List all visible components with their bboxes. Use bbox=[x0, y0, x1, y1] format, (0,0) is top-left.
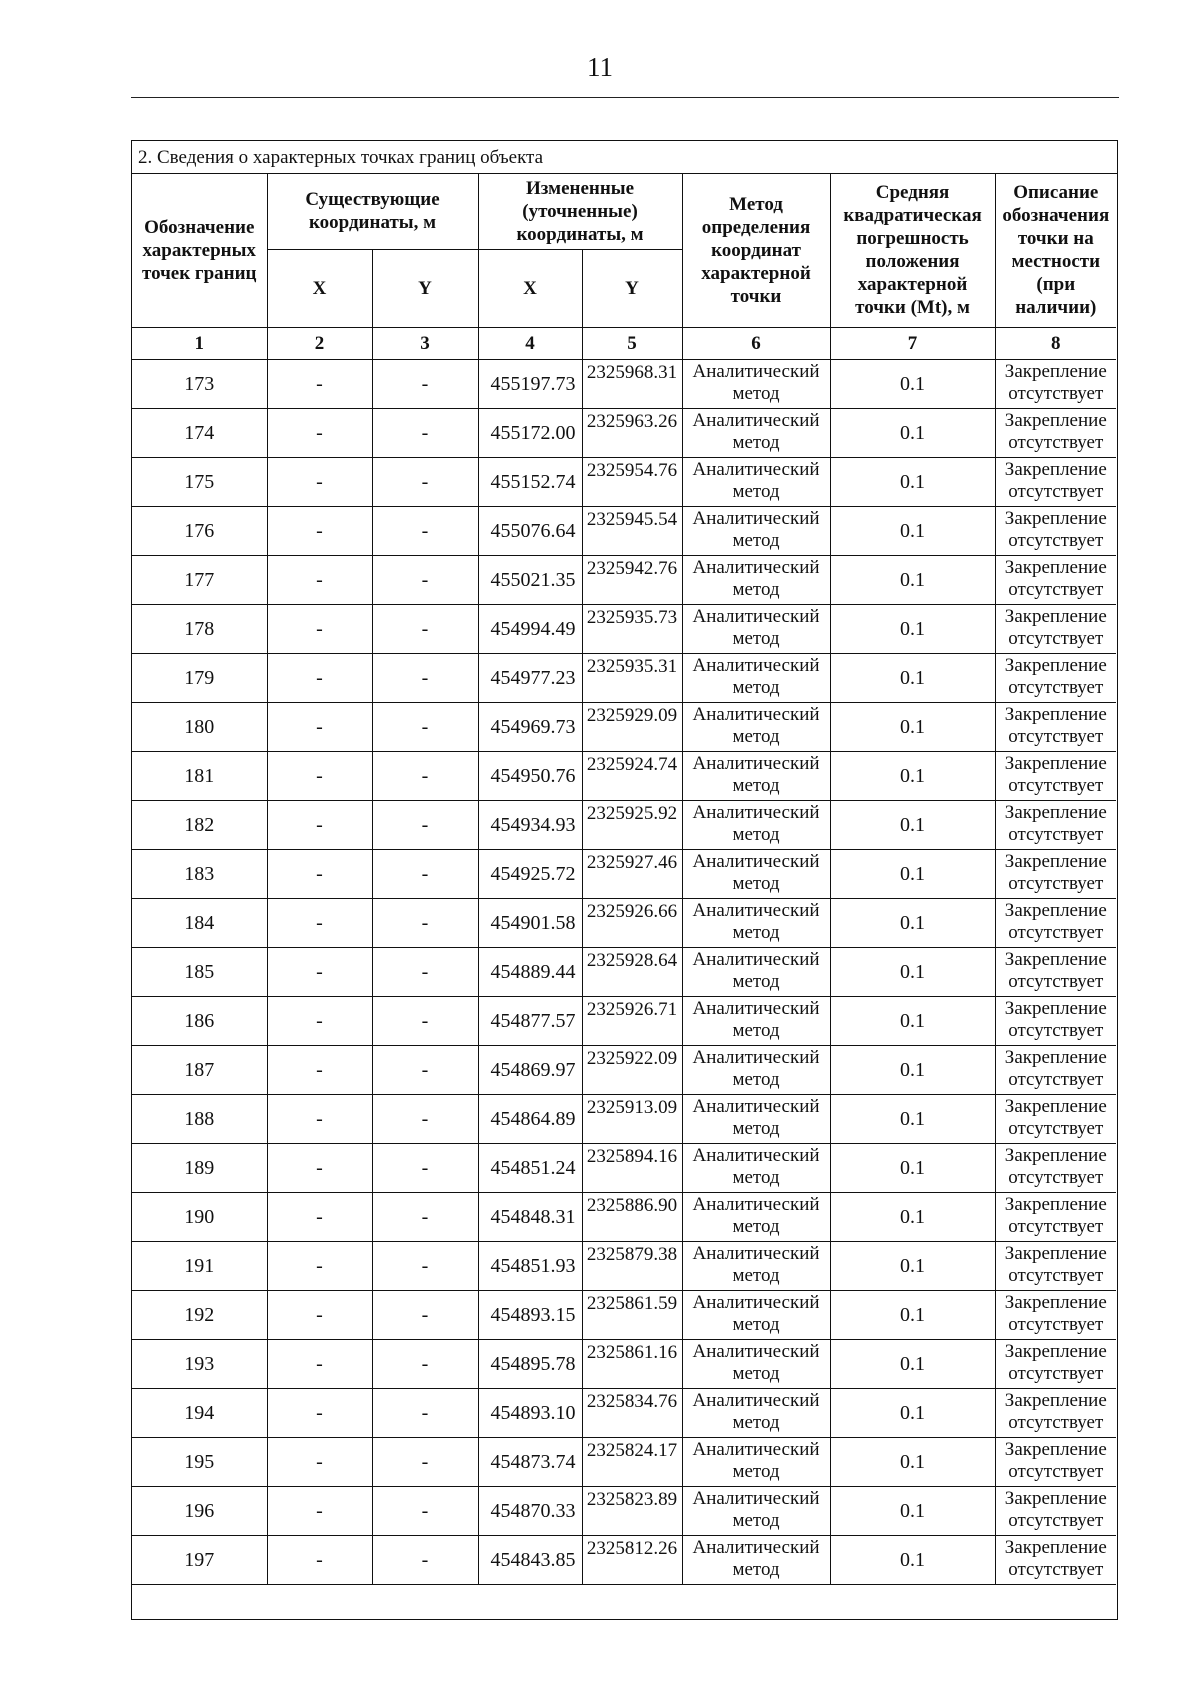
changed-y-cell: 2325968.31 bbox=[582, 359, 682, 408]
point-cell: 186 bbox=[132, 996, 267, 1045]
point-cell: 182 bbox=[132, 800, 267, 849]
method-cell: Аналитический метод bbox=[682, 1241, 830, 1290]
changed-y-cell: 2325929.09 bbox=[582, 702, 682, 751]
changed-x-cell: 454934.93 bbox=[478, 800, 582, 849]
description-cell: Закрепление отсутствует bbox=[995, 800, 1116, 849]
existing-y-cell: - bbox=[372, 1535, 478, 1584]
existing-x-cell: - bbox=[267, 898, 372, 947]
changed-x-cell: 454895.78 bbox=[478, 1339, 582, 1388]
description-cell: Закрепление отсутствует bbox=[995, 898, 1116, 947]
description-cell: Закрепление отсутствует bbox=[995, 751, 1116, 800]
existing-y-cell: - bbox=[372, 506, 478, 555]
description-cell: Закрепление отсутствует bbox=[995, 1290, 1116, 1339]
header-changed-coordinates: Измененные (уточненные) координаты, м bbox=[478, 174, 682, 249]
accuracy-cell: 0.1 bbox=[830, 1437, 995, 1486]
accuracy-cell: 0.1 bbox=[830, 506, 995, 555]
existing-x-cell: - bbox=[267, 604, 372, 653]
changed-y-cell: 2325935.73 bbox=[582, 604, 682, 653]
description-cell: Закрепление отсутствует bbox=[995, 359, 1116, 408]
header-existing-coordinates: Существующие координаты, м bbox=[267, 174, 478, 249]
header-method: Метод определения координат характерной точки bbox=[682, 174, 830, 327]
accuracy-cell: 0.1 bbox=[830, 1486, 995, 1535]
point-cell: 180 bbox=[132, 702, 267, 751]
existing-x-cell: - bbox=[267, 996, 372, 1045]
column-number: 6 bbox=[682, 327, 830, 359]
existing-x-cell: - bbox=[267, 1437, 372, 1486]
method-cell: Аналитический метод bbox=[682, 1339, 830, 1388]
description-cell: Закрепление отсутствует bbox=[995, 996, 1116, 1045]
accuracy-cell: 0.1 bbox=[830, 604, 995, 653]
changed-x-cell: 455152.74 bbox=[478, 457, 582, 506]
changed-x-cell: 454950.76 bbox=[478, 751, 582, 800]
table-row bbox=[132, 1486, 1116, 1535]
table-row bbox=[132, 1388, 1116, 1437]
method-cell: Аналитический метод bbox=[682, 947, 830, 996]
table-row bbox=[132, 359, 1116, 408]
table-row bbox=[132, 653, 1116, 702]
method-cell: Аналитический метод bbox=[682, 1486, 830, 1535]
existing-x-cell: - bbox=[267, 506, 372, 555]
accuracy-cell: 0.1 bbox=[830, 702, 995, 751]
column-number: 7 bbox=[830, 327, 995, 359]
description-cell: Закрепление отсутствует bbox=[995, 1388, 1116, 1437]
changed-x-cell: 455021.35 bbox=[478, 555, 582, 604]
table-body bbox=[132, 359, 1116, 1584]
changed-y-cell: 2325927.46 bbox=[582, 849, 682, 898]
table-row bbox=[132, 996, 1116, 1045]
existing-x-cell: - bbox=[267, 1094, 372, 1143]
page-number: 11 bbox=[587, 52, 613, 82]
changed-x-cell: 454893.15 bbox=[478, 1290, 582, 1339]
point-cell: 178 bbox=[132, 604, 267, 653]
changed-y-cell: 2325935.31 bbox=[582, 653, 682, 702]
header-existing-x: X bbox=[267, 249, 372, 327]
changed-x-cell: 455172.00 bbox=[478, 408, 582, 457]
description-cell: Закрепление отсутствует bbox=[995, 947, 1116, 996]
changed-y-cell: 2325861.16 bbox=[582, 1339, 682, 1388]
header-rule bbox=[131, 97, 1119, 98]
existing-x-cell: - bbox=[267, 555, 372, 604]
accuracy-cell: 0.1 bbox=[830, 898, 995, 947]
existing-x-cell: - bbox=[267, 1388, 372, 1437]
method-cell: Аналитический метод bbox=[682, 1388, 830, 1437]
point-cell: 173 bbox=[132, 359, 267, 408]
description-cell: Закрепление отсутствует bbox=[995, 1094, 1116, 1143]
description-cell: Закрепление отсутствует bbox=[995, 604, 1116, 653]
existing-y-cell: - bbox=[372, 751, 478, 800]
method-cell: Аналитический метод bbox=[682, 800, 830, 849]
point-cell: 188 bbox=[132, 1094, 267, 1143]
changed-y-cell: 2325945.54 bbox=[582, 506, 682, 555]
description-cell: Закрепление отсутствует bbox=[995, 457, 1116, 506]
table-row bbox=[132, 1045, 1116, 1094]
point-cell: 181 bbox=[132, 751, 267, 800]
table-row bbox=[132, 898, 1116, 947]
existing-y-cell: - bbox=[372, 555, 478, 604]
point-cell: 185 bbox=[132, 947, 267, 996]
accuracy-cell: 0.1 bbox=[830, 653, 995, 702]
changed-x-cell: 454889.44 bbox=[478, 947, 582, 996]
accuracy-cell: 0.1 bbox=[830, 947, 995, 996]
method-cell: Аналитический метод bbox=[682, 751, 830, 800]
accuracy-cell: 0.1 bbox=[830, 751, 995, 800]
existing-y-cell: - bbox=[372, 1290, 478, 1339]
changed-x-cell: 454893.10 bbox=[478, 1388, 582, 1437]
existing-y-cell: - bbox=[372, 408, 478, 457]
existing-y-cell: - bbox=[372, 1339, 478, 1388]
existing-y-cell: - bbox=[372, 1486, 478, 1535]
column-number: 2 bbox=[267, 327, 372, 359]
existing-x-cell: - bbox=[267, 751, 372, 800]
existing-y-cell: - bbox=[372, 1388, 478, 1437]
point-cell: 189 bbox=[132, 1143, 267, 1192]
method-cell: Аналитический метод bbox=[682, 1290, 830, 1339]
changed-y-cell: 2325954.76 bbox=[582, 457, 682, 506]
header-changed-y: Y bbox=[582, 249, 682, 327]
accuracy-cell: 0.1 bbox=[830, 359, 995, 408]
table-row bbox=[132, 751, 1116, 800]
section-title: 2. Сведения о характерных точках границ объекта bbox=[132, 141, 1117, 174]
existing-x-cell: - bbox=[267, 947, 372, 996]
header-accuracy: Средняя квадратическая погрешность положения характерной точки (Mt), м bbox=[830, 174, 995, 327]
changed-y-cell: 2325824.17 bbox=[582, 1437, 682, 1486]
method-cell: Аналитический метод bbox=[682, 1094, 830, 1143]
method-cell: Аналитический метод bbox=[682, 457, 830, 506]
existing-x-cell: - bbox=[267, 1339, 372, 1388]
changed-x-cell: 454851.24 bbox=[478, 1143, 582, 1192]
existing-y-cell: - bbox=[372, 359, 478, 408]
existing-x-cell: - bbox=[267, 849, 372, 898]
point-cell: 179 bbox=[132, 653, 267, 702]
changed-x-cell: 454994.49 bbox=[478, 604, 582, 653]
existing-x-cell: - bbox=[267, 1486, 372, 1535]
existing-y-cell: - bbox=[372, 849, 478, 898]
column-number: 3 bbox=[372, 327, 478, 359]
method-cell: Аналитический метод bbox=[682, 1143, 830, 1192]
description-cell: Закрепление отсутствует bbox=[995, 506, 1116, 555]
accuracy-cell: 0.1 bbox=[830, 849, 995, 898]
table-row bbox=[132, 1437, 1116, 1486]
existing-y-cell: - bbox=[372, 1045, 478, 1094]
description-cell: Закрепление отсутствует bbox=[995, 849, 1116, 898]
changed-x-cell: 455197.73 bbox=[478, 359, 582, 408]
accuracy-cell: 0.1 bbox=[830, 457, 995, 506]
column-number: 5 bbox=[582, 327, 682, 359]
existing-y-cell: - bbox=[372, 1192, 478, 1241]
changed-y-cell: 2325922.09 bbox=[582, 1045, 682, 1094]
table-row bbox=[132, 408, 1116, 457]
changed-y-cell: 2325823.89 bbox=[582, 1486, 682, 1535]
changed-x-cell: 454848.31 bbox=[478, 1192, 582, 1241]
existing-x-cell: - bbox=[267, 359, 372, 408]
point-cell: 194 bbox=[132, 1388, 267, 1437]
description-cell: Закрепление отсутствует bbox=[995, 1045, 1116, 1094]
changed-y-cell: 2325925.92 bbox=[582, 800, 682, 849]
changed-y-cell: 2325913.09 bbox=[582, 1094, 682, 1143]
point-cell: 193 bbox=[132, 1339, 267, 1388]
existing-y-cell: - bbox=[372, 800, 478, 849]
header-description: Описание обозначения точки на местности (при наличии) bbox=[995, 174, 1116, 327]
method-cell: Аналитический метод bbox=[682, 996, 830, 1045]
table-row bbox=[132, 506, 1116, 555]
point-cell: 174 bbox=[132, 408, 267, 457]
description-cell: Закрепление отсутствует bbox=[995, 1241, 1116, 1290]
table-row bbox=[132, 1339, 1116, 1388]
empty-row bbox=[132, 1584, 1116, 1620]
changed-x-cell: 454969.73 bbox=[478, 702, 582, 751]
changed-x-cell: 454925.72 bbox=[478, 849, 582, 898]
table-row bbox=[132, 702, 1116, 751]
header-changed-x: X bbox=[478, 249, 582, 327]
changed-x-cell: 454877.57 bbox=[478, 996, 582, 1045]
changed-x-cell: 454869.97 bbox=[478, 1045, 582, 1094]
description-cell: Закрепление отсутствует bbox=[995, 555, 1116, 604]
changed-y-cell: 2325834.76 bbox=[582, 1388, 682, 1437]
table-row bbox=[132, 457, 1116, 506]
changed-y-cell: 2325812.26 bbox=[582, 1535, 682, 1584]
changed-y-cell: 2325861.59 bbox=[582, 1290, 682, 1339]
existing-x-cell: - bbox=[267, 1045, 372, 1094]
existing-x-cell: - bbox=[267, 653, 372, 702]
existing-y-cell: - bbox=[372, 996, 478, 1045]
changed-y-cell: 2325926.71 bbox=[582, 996, 682, 1045]
existing-x-cell: - bbox=[267, 1290, 372, 1339]
accuracy-cell: 0.1 bbox=[830, 555, 995, 604]
table-row bbox=[132, 1192, 1116, 1241]
description-cell: Закрепление отсутствует bbox=[995, 1339, 1116, 1388]
accuracy-cell: 0.1 bbox=[830, 1241, 995, 1290]
existing-x-cell: - bbox=[267, 800, 372, 849]
table-row bbox=[132, 604, 1116, 653]
table-row bbox=[132, 555, 1116, 604]
method-cell: Аналитический метод bbox=[682, 604, 830, 653]
existing-y-cell: - bbox=[372, 1143, 478, 1192]
method-cell: Аналитический метод bbox=[682, 653, 830, 702]
point-cell: 183 bbox=[132, 849, 267, 898]
changed-y-cell: 2325928.64 bbox=[582, 947, 682, 996]
accuracy-cell: 0.1 bbox=[830, 1535, 995, 1584]
method-cell: Аналитический метод bbox=[682, 506, 830, 555]
method-cell: Аналитический метод bbox=[682, 1437, 830, 1486]
method-cell: Аналитический метод bbox=[682, 849, 830, 898]
point-cell: 191 bbox=[132, 1241, 267, 1290]
accuracy-cell: 0.1 bbox=[830, 1045, 995, 1094]
changed-x-cell: 454870.33 bbox=[478, 1486, 582, 1535]
changed-y-cell: 2325886.90 bbox=[582, 1192, 682, 1241]
existing-y-cell: - bbox=[372, 702, 478, 751]
point-cell: 187 bbox=[132, 1045, 267, 1094]
description-cell: Закрепление отсутствует bbox=[995, 1192, 1116, 1241]
point-cell: 195 bbox=[132, 1437, 267, 1486]
table-row bbox=[132, 800, 1116, 849]
point-cell: 197 bbox=[132, 1535, 267, 1584]
method-cell: Аналитический метод bbox=[682, 1192, 830, 1241]
existing-y-cell: - bbox=[372, 898, 478, 947]
description-cell: Закрепление отсутствует bbox=[995, 1535, 1116, 1584]
description-cell: Закрепление отсутствует bbox=[995, 408, 1116, 457]
accuracy-cell: 0.1 bbox=[830, 1094, 995, 1143]
point-cell: 176 bbox=[132, 506, 267, 555]
boundary-points-section bbox=[131, 140, 1118, 1620]
method-cell: Аналитический метод bbox=[682, 1045, 830, 1094]
changed-y-cell: 2325879.38 bbox=[582, 1241, 682, 1290]
column-number-row bbox=[132, 327, 1116, 359]
existing-x-cell: - bbox=[267, 1143, 372, 1192]
existing-y-cell: - bbox=[372, 653, 478, 702]
accuracy-cell: 0.1 bbox=[830, 996, 995, 1045]
header-point-designation: Обозначение характерных точек границ bbox=[132, 174, 267, 327]
existing-y-cell: - bbox=[372, 1437, 478, 1486]
empty-cell bbox=[132, 1584, 1116, 1620]
changed-y-cell: 2325926.66 bbox=[582, 898, 682, 947]
point-cell: 175 bbox=[132, 457, 267, 506]
accuracy-cell: 0.1 bbox=[830, 1192, 995, 1241]
changed-x-cell: 454873.74 bbox=[478, 1437, 582, 1486]
table-row bbox=[132, 849, 1116, 898]
existing-x-cell: - bbox=[267, 1241, 372, 1290]
method-cell: Аналитический метод bbox=[682, 408, 830, 457]
method-cell: Аналитический метод bbox=[682, 555, 830, 604]
description-cell: Закрепление отсутствует bbox=[995, 702, 1116, 751]
table-row bbox=[132, 1535, 1116, 1584]
changed-x-cell: 454864.89 bbox=[478, 1094, 582, 1143]
existing-y-cell: - bbox=[372, 604, 478, 653]
existing-x-cell: - bbox=[267, 1192, 372, 1241]
method-cell: Аналитический метод bbox=[682, 1535, 830, 1584]
accuracy-cell: 0.1 bbox=[830, 1290, 995, 1339]
existing-y-cell: - bbox=[372, 457, 478, 506]
column-number: 4 bbox=[478, 327, 582, 359]
description-cell: Закрепление отсутствует bbox=[995, 1437, 1116, 1486]
accuracy-cell: 0.1 bbox=[830, 1388, 995, 1437]
method-cell: Аналитический метод bbox=[682, 702, 830, 751]
accuracy-cell: 0.1 bbox=[830, 1339, 995, 1388]
method-cell: Аналитический метод bbox=[682, 898, 830, 947]
existing-x-cell: - bbox=[267, 408, 372, 457]
existing-y-cell: - bbox=[372, 947, 478, 996]
point-cell: 190 bbox=[132, 1192, 267, 1241]
existing-x-cell: - bbox=[267, 1535, 372, 1584]
point-cell: 192 bbox=[132, 1290, 267, 1339]
point-cell: 177 bbox=[132, 555, 267, 604]
accuracy-cell: 0.1 bbox=[830, 408, 995, 457]
method-cell: Аналитический метод bbox=[682, 359, 830, 408]
changed-y-cell: 2325924.74 bbox=[582, 751, 682, 800]
existing-y-cell: - bbox=[372, 1241, 478, 1290]
changed-y-cell: 2325894.16 bbox=[582, 1143, 682, 1192]
header-existing-y: Y bbox=[372, 249, 478, 327]
changed-x-cell: 455076.64 bbox=[478, 506, 582, 555]
accuracy-cell: 0.1 bbox=[830, 800, 995, 849]
changed-x-cell: 454901.58 bbox=[478, 898, 582, 947]
boundary-points-table bbox=[132, 174, 1116, 1620]
changed-x-cell: 454977.23 bbox=[478, 653, 582, 702]
accuracy-cell: 0.1 bbox=[830, 1143, 995, 1192]
description-cell: Закрепление отсутствует bbox=[995, 653, 1116, 702]
changed-y-cell: 2325963.26 bbox=[582, 408, 682, 457]
changed-x-cell: 454843.85 bbox=[478, 1535, 582, 1584]
table-row bbox=[132, 1241, 1116, 1290]
column-number: 8 bbox=[995, 327, 1116, 359]
column-number: 1 bbox=[132, 327, 267, 359]
table-row bbox=[132, 1143, 1116, 1192]
changed-y-cell: 2325942.76 bbox=[582, 555, 682, 604]
point-cell: 196 bbox=[132, 1486, 267, 1535]
existing-x-cell: - bbox=[267, 702, 372, 751]
table-row bbox=[132, 947, 1116, 996]
existing-y-cell: - bbox=[372, 1094, 478, 1143]
description-cell: Закрепление отсутствует bbox=[995, 1486, 1116, 1535]
point-cell: 184 bbox=[132, 898, 267, 947]
table-row bbox=[132, 1094, 1116, 1143]
description-cell: Закрепление отсутствует bbox=[995, 1143, 1116, 1192]
changed-x-cell: 454851.93 bbox=[478, 1241, 582, 1290]
table-row bbox=[132, 1290, 1116, 1339]
existing-x-cell: - bbox=[267, 457, 372, 506]
